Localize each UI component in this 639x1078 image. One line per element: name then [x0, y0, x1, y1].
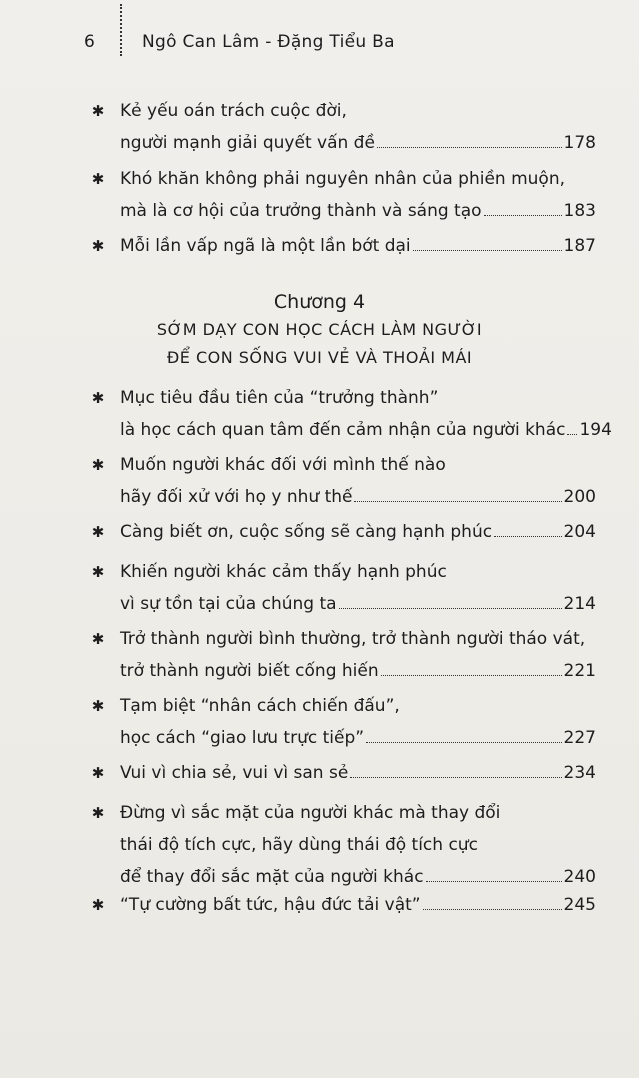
bullet-icon: ✱ [91, 804, 105, 822]
toc-page-number: 234 [563, 763, 596, 783]
page-number: 6 [84, 32, 96, 52]
toc-entry-line: thái độ tích cực, hãy dùng thái độ tích cực [120, 835, 478, 855]
dot-leader [426, 880, 562, 882]
dot-leader [339, 607, 562, 609]
bullet-icon: ✱ [91, 237, 105, 255]
toc-page-number: 204 [563, 522, 596, 542]
toc-page-number: 194 [579, 420, 612, 440]
toc-page-number: 240 [563, 867, 596, 887]
toc-page-number: 178 [563, 133, 596, 153]
toc-entry-title-end: Càng biết ơn, cuộc sống sẽ càng hạnh phúc [120, 522, 493, 542]
toc-page-number: 245 [563, 895, 596, 915]
toc-entry[interactable] [88, 382, 612, 446]
toc-entry-title-end: “Tự cường bất tức, hậu đức tải vật” [120, 895, 421, 915]
toc-page-number: 214 [563, 594, 596, 614]
toc-entry[interactable] [88, 449, 596, 513]
toc-entry-line: Đừng vì sắc mặt của người khác mà thay đổi [120, 803, 501, 823]
bullet-icon: ✱ [91, 102, 105, 120]
dot-leader [350, 776, 561, 778]
bullet-icon: ✱ [91, 697, 105, 715]
toc-entry-title-end: hãy đối xử với họ y như thế [120, 487, 353, 507]
dot-leader [354, 500, 561, 502]
toc-entry-title-end: học cách “giao lưu trực tiếp” [120, 728, 365, 748]
dot-leader [567, 433, 577, 435]
toc-entry[interactable] [88, 230, 596, 262]
bullet-icon: ✱ [91, 764, 105, 782]
book-authors: Ngô Can Lâm - Đặng Tiểu Ba [142, 32, 395, 52]
toc-page-number: 227 [563, 728, 596, 748]
dot-leader [484, 214, 562, 216]
dot-leader [423, 908, 562, 910]
dot-leader [494, 535, 561, 537]
toc-entry-title-end: để thay đổi sắc mặt của người khác [120, 867, 424, 887]
dot-leader [377, 146, 562, 148]
toc-entry-title-end: trở thành người biết cống hiến [120, 661, 379, 681]
toc-page-number: 183 [563, 201, 596, 221]
chapter-title-line-2: ĐỂ CON SỐNG VUI VẺ VÀ THOẢI MÁI [166, 348, 473, 367]
toc-entry-line: Kẻ yếu oán trách cuộc đời, [120, 101, 347, 121]
toc-entry-title-end: người mạnh giải quyết vấn đề [120, 133, 375, 153]
toc-entry-line: Khó khăn không phải nguyên nhân của phiền muộn, [120, 169, 566, 189]
dot-leader [366, 741, 561, 743]
toc-entry-title-end: Mỗi lần vấp ngã là một lần bớt dại [120, 236, 411, 256]
bullet-icon: ✱ [91, 170, 105, 188]
toc-entry-line: Muốn người khác đối với mình thế nào [120, 455, 446, 475]
toc-entry-title-end: vì sự tồn tại của chúng ta [120, 594, 337, 614]
dot-leader [413, 249, 562, 251]
chapter-title-line-1: SỚM DẠY CON HỌC CÁCH LÀM NGƯỜI [156, 320, 483, 339]
chapter-label: Chương 4 [273, 291, 366, 313]
toc-page-number: 221 [563, 661, 596, 681]
toc-entry[interactable] [88, 797, 596, 893]
toc-entry[interactable] [88, 95, 596, 159]
bullet-icon: ✱ [91, 896, 105, 914]
toc-entry-line: Tạm biệt “nhân cách chiến đấu”, [120, 696, 400, 716]
toc-page-number: 187 [563, 236, 596, 256]
dot-leader [381, 674, 562, 676]
toc-entry[interactable] [88, 690, 596, 754]
bullet-icon: ✱ [91, 630, 105, 648]
toc-entry-line: Trở thành người bình thường, trở thành người tháo vát, [120, 629, 586, 649]
toc-page-number: 200 [563, 487, 596, 507]
chapter-heading [0, 288, 639, 372]
toc-entry-line: Mục tiêu đầu tiên của “trưởng thành” [120, 388, 439, 408]
toc-entry-title-end: mà là cơ hội của trưởng thành và sáng tạo [120, 201, 482, 221]
bullet-icon: ✱ [91, 523, 105, 541]
bullet-icon: ✱ [91, 389, 105, 407]
toc-entry[interactable] [88, 623, 596, 687]
toc-entry[interactable] [88, 556, 596, 620]
toc-entry-title-end: Vui vì chia sẻ, vui vì san sẻ [120, 763, 349, 783]
bullet-icon: ✱ [91, 456, 105, 474]
toc-entry-line: Khiến người khác cảm thấy hạnh phúc [120, 562, 447, 582]
toc-entry[interactable] [88, 163, 596, 227]
toc-entry[interactable] [88, 889, 596, 921]
toc-entry[interactable] [88, 757, 596, 789]
toc-entry-title-end: là học cách quan tâm đến cảm nhận của người khác [120, 420, 566, 440]
toc-entry[interactable] [88, 516, 596, 548]
bullet-icon: ✱ [91, 563, 105, 581]
